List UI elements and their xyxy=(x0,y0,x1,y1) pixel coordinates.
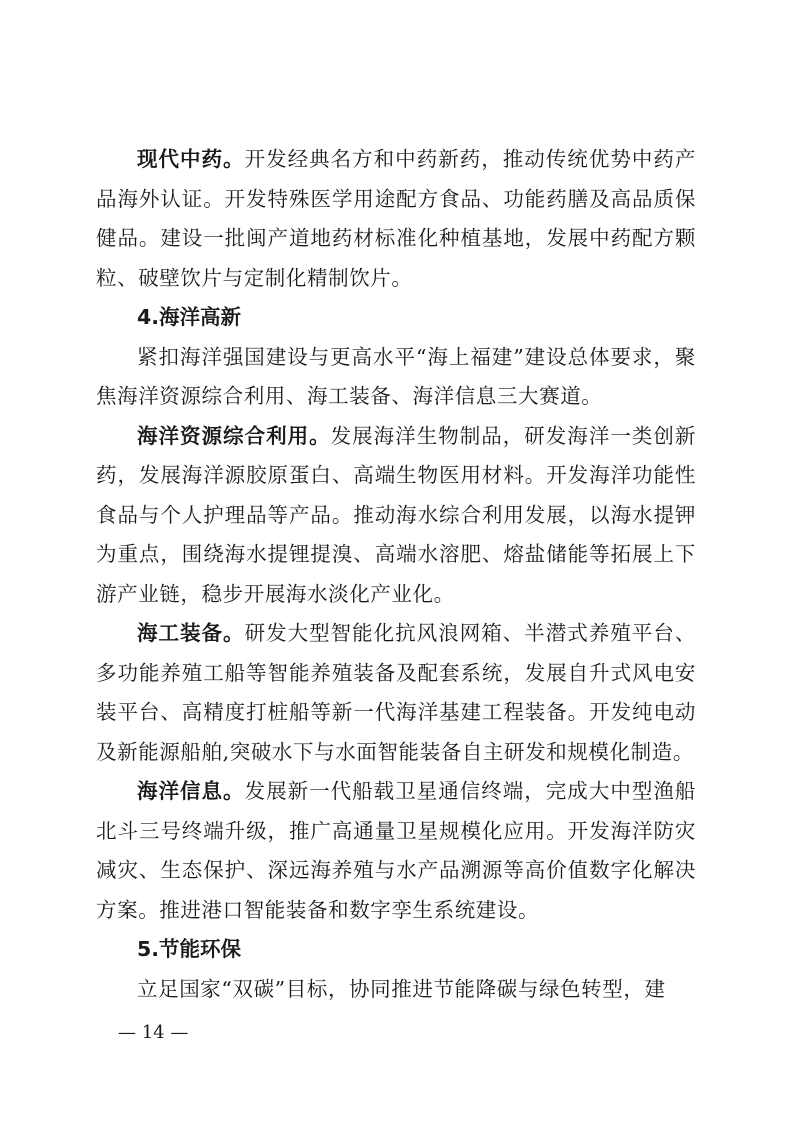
paragraph-lead: 海工装备。 xyxy=(137,621,245,645)
paragraph-lead: 海洋资源综合利用。 xyxy=(137,423,331,448)
section-heading-marine-hitech: 4.海洋高新 xyxy=(137,305,242,329)
paragraph-marine-equipment xyxy=(96,614,696,772)
document-body xyxy=(96,140,696,1009)
paragraph-lead: 海洋信息。 xyxy=(137,779,245,803)
paragraph-text: 发展新一代船载卫星通信终端，完成大中型渔船北斗三号终端升级，推广高通量卫星规模化应用。开发海洋防灾减灾、生态保护、深远海养殖与水产品溯源等高价值数字化解决方案。推进港口智能装备和数字孪生系统建设。 xyxy=(96,779,696,922)
paragraph-marine-info xyxy=(96,772,696,930)
paragraph-text: 发展海洋生物制品，研发海洋一类创新药，发展海洋源胶原蛋白、高端生物医用材料。开发海洋功能性食品与个人护理品等产品。推动海水综合利用发展，以海水提钾为重点，围绕海水提锂提溴、高端水溶肥、熔盐储能等拓展上下游产业链，稳步开展海水淡化产业化。 xyxy=(96,423,696,606)
paragraph-text: 立足国家“双碳”目标，协同推进节能降碳与绿色转型，建 xyxy=(137,976,666,1001)
paragraph-text: 研发大型智能化抗风浪网箱、半潜式养殖平台、多功能养殖工船等智能养殖装备及配套系统，发展自升式风电安装平台、高精度打桩船等新一代海洋基建工程装备。开发纯电动及新能源船舶,突破水下与水面智能装备自主研发和规模化制造。 xyxy=(96,621,696,764)
section-heading-energy-saving: 5.节能环保 xyxy=(137,937,242,961)
paragraph-text: 开发经典名方和中药新药，推动传统优势中药产品海外认证。开发特殊医学用途配方食品、功能药膳及高品质保健品。建设一批闽产道地药材标准化种植基地，发展中药配方颗粒、破壁饮片与定制化精制饮片。 xyxy=(96,147,696,290)
paragraph-energy-intro xyxy=(96,970,696,1010)
paragraph-lead: 现代中药。 xyxy=(137,147,245,171)
paragraph-marine-intro xyxy=(96,338,696,417)
paragraph-modern-tcm xyxy=(96,140,696,298)
page-number: — 14 — xyxy=(118,1022,189,1043)
paragraph-text: 紧扣海洋强国建设与更高水平“海上福建”建设总体要求，聚焦海洋资源综合利用、海工装备、海洋信息三大赛道。 xyxy=(96,344,696,408)
paragraph-marine-resources xyxy=(96,417,696,615)
